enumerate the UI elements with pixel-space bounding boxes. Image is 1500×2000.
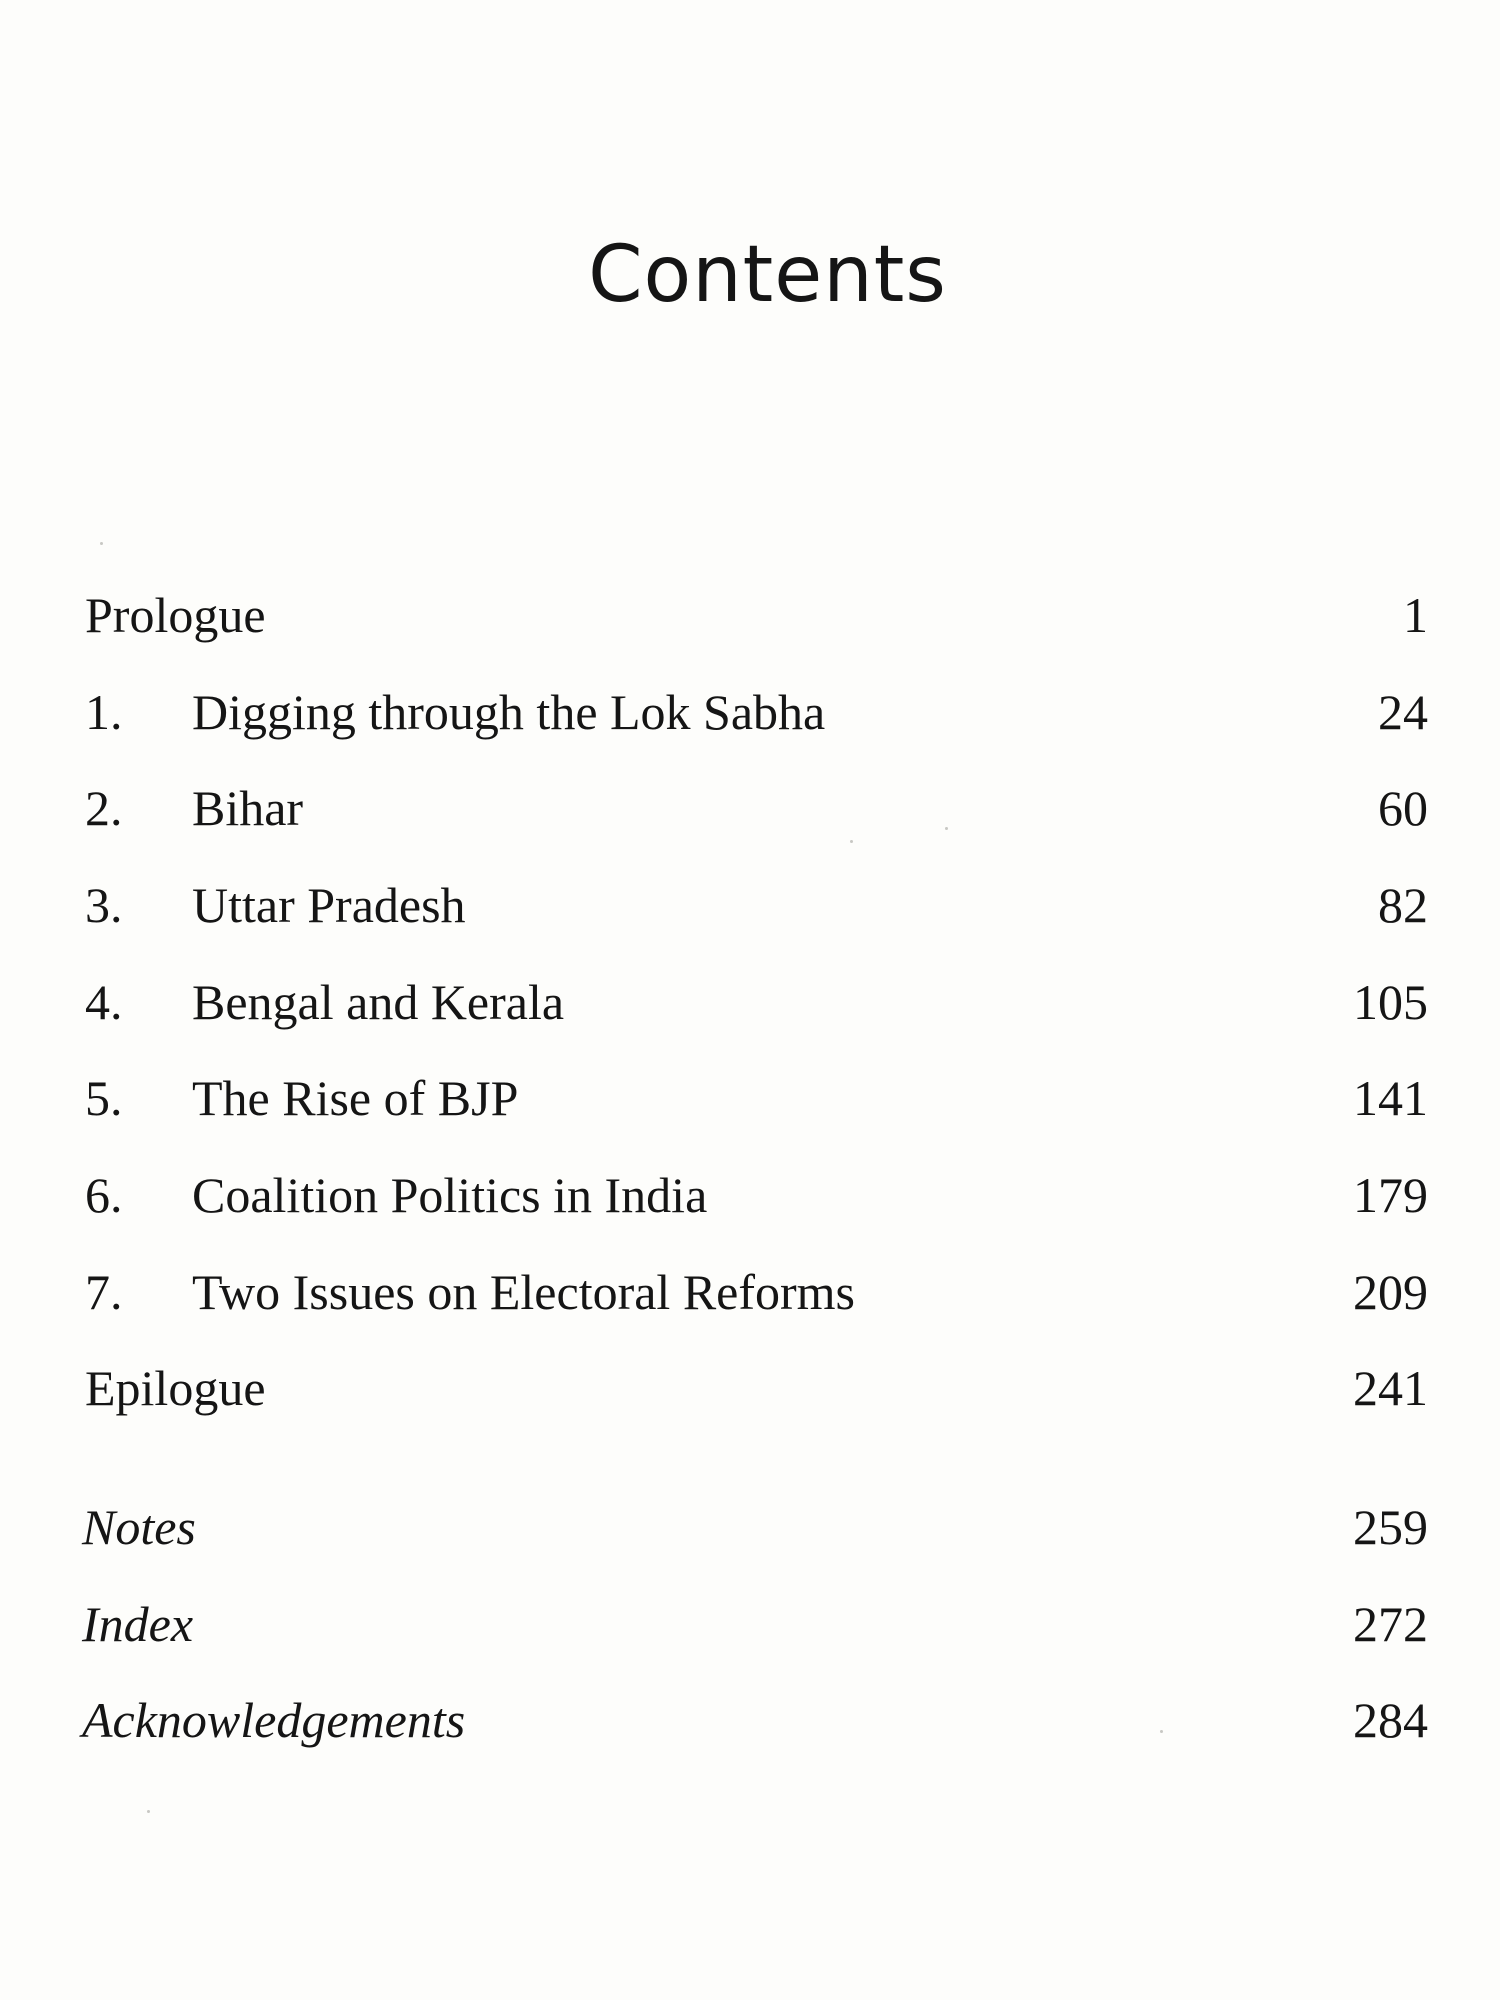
- toc-entry-page: 241: [1353, 1360, 1428, 1416]
- toc-entry-label: Bihar: [192, 780, 304, 836]
- toc-entry-acknowledgements: [0, 1680, 1500, 1760]
- toc-entry-number: 2.: [85, 780, 123, 836]
- toc-entry-notes: [0, 1487, 1500, 1567]
- toc-entry-page: 272: [1353, 1596, 1428, 1652]
- toc-entry-chapter-1: [0, 672, 1500, 752]
- page-title: Contents: [588, 230, 947, 320]
- toc-entry-label: Coalition Politics in India: [192, 1167, 708, 1223]
- toc-entry-label: Prologue: [85, 587, 266, 643]
- toc-entry-page: 105: [1353, 974, 1428, 1030]
- toc-entry-label: Epilogue: [85, 1360, 266, 1416]
- paper-speck: [850, 840, 853, 843]
- toc-entry-label: Index: [82, 1596, 194, 1652]
- paper-speck: [945, 827, 948, 830]
- paper-speck: [147, 1810, 150, 1813]
- toc-entry-chapter-6: [0, 1155, 1500, 1235]
- toc-entry-prologue: [0, 575, 1500, 655]
- toc-entry-page: 141: [1353, 1070, 1428, 1126]
- toc-entry-chapter-2: [0, 768, 1500, 848]
- toc-entry-page: 284: [1353, 1692, 1428, 1748]
- toc-entry-epilogue: [0, 1348, 1500, 1428]
- toc-entry-page: 179: [1353, 1167, 1428, 1223]
- toc-entry-chapter-3: [0, 865, 1500, 945]
- toc-entry-label: Uttar Pradesh: [192, 877, 466, 933]
- toc-entry-number: 5.: [85, 1070, 123, 1126]
- toc-entry-page: 82: [1378, 877, 1428, 933]
- toc-entry-page: 259: [1353, 1499, 1428, 1555]
- toc-entry-chapter-5: [0, 1058, 1500, 1138]
- paper-speck: [1160, 1730, 1163, 1733]
- toc-entry-number: 7.: [85, 1264, 123, 1320]
- toc-entry-page: 24: [1378, 684, 1428, 740]
- toc-entry-number: 4.: [85, 974, 123, 1030]
- toc-entry-chapter-7: [0, 1252, 1500, 1332]
- toc-entry-label: Two Issues on Electoral Reforms: [192, 1264, 856, 1320]
- toc-entry-label: Notes: [82, 1499, 196, 1555]
- toc-entry-page: 209: [1353, 1264, 1428, 1320]
- toc-entry-label: Digging through the Lok Sabha: [192, 684, 826, 740]
- toc-entry-page: 60: [1378, 780, 1428, 836]
- toc-entry-label: The Rise of BJP: [192, 1070, 519, 1126]
- toc-entry-chapter-4: [0, 962, 1500, 1042]
- toc-entry-label: Acknowledgements: [82, 1692, 466, 1748]
- toc-entry-page: 1: [1403, 587, 1428, 643]
- toc-entry-label: Bengal and Kerala: [192, 974, 565, 1030]
- toc-entry-index: [0, 1584, 1500, 1664]
- toc-entry-number: 1.: [85, 684, 123, 740]
- paper-speck: [100, 542, 103, 545]
- toc-entry-number: 3.: [85, 877, 123, 933]
- toc-entry-number: 6.: [85, 1167, 123, 1223]
